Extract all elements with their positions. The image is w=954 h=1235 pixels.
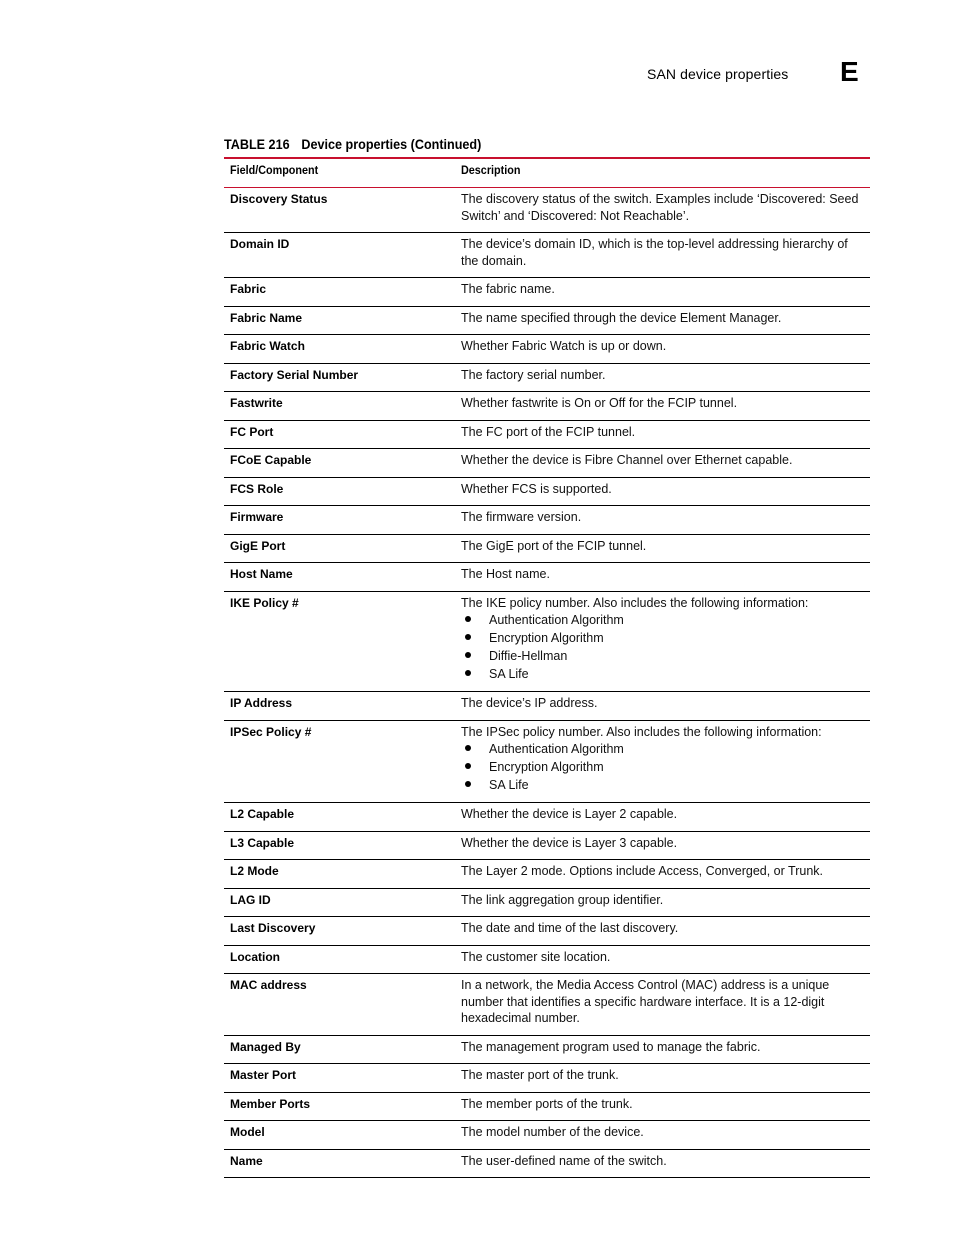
table-row <box>224 1064 870 1093</box>
field-description: Whether fastwrite is On or Off for the FCIP tunnel. <box>461 396 738 410</box>
table-row <box>224 563 870 592</box>
table-row <box>224 591 870 692</box>
running-header <box>647 56 887 92</box>
field-description-cell <box>455 1064 870 1093</box>
field-description: The Layer 2 mode. Options include Access, Converged, or Trunk. <box>461 864 823 878</box>
table-caption <box>224 136 481 152</box>
table-row <box>224 917 870 946</box>
field-name: GigE Port <box>224 534 455 563</box>
field-name: IPSec Policy # <box>224 720 455 803</box>
table-row <box>224 692 870 721</box>
device-properties-table <box>224 157 870 1178</box>
bullet-list <box>461 740 864 794</box>
table-row <box>224 831 870 860</box>
field-name: FCS Role <box>224 477 455 506</box>
table-row <box>224 363 870 392</box>
field-name: Managed By <box>224 1035 455 1064</box>
field-description-cell <box>455 188 870 233</box>
field-name: L3 Capable <box>224 831 455 860</box>
table-row <box>224 306 870 335</box>
field-description: The IKE policy number. Also includes the following information: <box>461 595 809 610</box>
column-header-field: Field/Component <box>224 158 455 188</box>
bullet-item: Authentication Algorithm <box>461 611 864 629</box>
table-row <box>224 506 870 535</box>
field-description-cell <box>455 917 870 946</box>
table-row <box>224 534 870 563</box>
field-name: Domain ID <box>224 233 455 278</box>
field-name: IP Address <box>224 692 455 721</box>
field-description: The Host name. <box>461 567 550 581</box>
field-description: The firmware version. <box>461 510 582 524</box>
table-row <box>224 803 870 832</box>
field-description: Whether the device is Layer 2 capable. <box>461 807 678 821</box>
field-description-cell <box>455 888 870 917</box>
field-description: The model number of the device. <box>461 1125 644 1139</box>
bullet-item: Encryption Algorithm <box>461 758 864 776</box>
table-row <box>224 974 870 1036</box>
field-description-cell <box>455 306 870 335</box>
field-name: FC Port <box>224 420 455 449</box>
field-name: L2 Capable <box>224 803 455 832</box>
field-description: The discovery status of the switch. Examples include ‘Discovered: Seed Switch’ and ‘Discovered: Not Reachable’. <box>461 192 859 223</box>
bullet-item: SA Life <box>461 665 864 683</box>
field-description: The management program used to manage the fabric. <box>461 1039 761 1054</box>
appendix-letter: E <box>840 56 859 87</box>
field-name: Member Ports <box>224 1092 455 1121</box>
field-description-cell <box>455 563 870 592</box>
field-description: The master port of the trunk. <box>461 1068 619 1082</box>
field-description: The FC port of the FCIP tunnel. <box>461 424 636 439</box>
table-row <box>224 278 870 307</box>
field-name: MAC address <box>224 974 455 1036</box>
table-row <box>224 860 870 889</box>
field-description: The customer site location. <box>461 949 611 964</box>
field-description-cell <box>455 449 870 478</box>
field-description: The member ports of the trunk. <box>461 1096 633 1111</box>
bullet-item: SA Life <box>461 776 864 794</box>
column-header-description: Description <box>455 158 870 188</box>
field-name: Discovery Status <box>224 188 455 233</box>
field-name: L2 Mode <box>224 860 455 889</box>
field-description: The link aggregation group identifier. <box>461 892 664 907</box>
field-description: The device’s IP address. <box>461 696 598 710</box>
field-description-cell <box>455 477 870 506</box>
table-body <box>224 188 870 1178</box>
field-description-cell <box>455 591 870 692</box>
section-title: SAN device properties <box>647 66 789 82</box>
field-description-cell <box>455 233 870 278</box>
table-row <box>224 449 870 478</box>
field-description: The device’s domain ID, which is the top-level addressing hierarchy of the domain. <box>461 237 848 268</box>
bullet-item: Authentication Algorithm <box>461 740 864 758</box>
table-row <box>224 420 870 449</box>
table-row <box>224 1121 870 1150</box>
field-description-cell <box>455 506 870 535</box>
field-description-cell <box>455 363 870 392</box>
field-description: Whether the device is Fibre Channel over Ethernet capable. <box>461 453 793 467</box>
table-title: Device properties (Continued) <box>301 136 482 152</box>
field-description: In a network, the Media Access Control (MAC) address is a unique number that identifies a specific hardware interface. It is a 12-digit hexadecimal number. <box>461 978 830 1025</box>
bullet-item: Diffie-Hellman <box>461 647 864 665</box>
field-name: Last Discovery <box>224 917 455 946</box>
field-name: Fabric <box>224 278 455 307</box>
field-name: FCoE Capable <box>224 449 455 478</box>
field-description-cell <box>455 392 870 421</box>
field-name: Master Port <box>224 1064 455 1093</box>
field-name: Host Name <box>224 563 455 592</box>
field-description: The GigE port of the FCIP tunnel. <box>461 538 647 553</box>
field-description: Whether the device is Layer 3 capable. <box>461 835 678 850</box>
field-description-cell <box>455 534 870 563</box>
field-description: Whether FCS is supported. <box>461 481 612 496</box>
table-number: TABLE 216 <box>224 136 290 152</box>
field-description: The IPSec policy number. Also includes the following information: <box>461 724 822 739</box>
table-row <box>224 392 870 421</box>
field-description-cell <box>455 945 870 974</box>
table-row <box>224 1092 870 1121</box>
field-description-cell <box>455 692 870 721</box>
field-description-cell <box>455 1035 870 1064</box>
field-description-cell <box>455 831 870 860</box>
field-name: Factory Serial Number <box>224 363 455 392</box>
field-description-cell <box>455 974 870 1036</box>
field-description: Whether Fabric Watch is up or down. <box>461 339 667 353</box>
field-description-cell <box>455 1121 870 1150</box>
field-name: IKE Policy # <box>224 591 455 692</box>
field-name: Firmware <box>224 506 455 535</box>
field-description-cell <box>455 720 870 803</box>
field-description-cell <box>455 1092 870 1121</box>
field-description-cell <box>455 420 870 449</box>
field-name: Name <box>224 1149 455 1178</box>
bullet-list <box>461 611 864 683</box>
table-row <box>224 335 870 364</box>
field-description: The factory serial number. <box>461 367 606 382</box>
field-description-cell <box>455 278 870 307</box>
table-row <box>224 1149 870 1178</box>
field-name: Model <box>224 1121 455 1150</box>
field-name: Location <box>224 945 455 974</box>
bullet-item: Encryption Algorithm <box>461 629 864 647</box>
table-row <box>224 888 870 917</box>
field-name: LAG ID <box>224 888 455 917</box>
field-description: The date and time of the last discovery. <box>461 921 679 935</box>
field-description-cell <box>455 860 870 889</box>
table-row <box>224 945 870 974</box>
table-row <box>224 188 870 233</box>
field-description-cell <box>455 1149 870 1178</box>
table-row <box>224 720 870 803</box>
table-row <box>224 477 870 506</box>
field-description-cell <box>455 803 870 832</box>
table-row <box>224 1035 870 1064</box>
field-description: The user-defined name of the switch. <box>461 1153 667 1168</box>
field-name: Fabric Name <box>224 306 455 335</box>
field-description: The name specified through the device Element Manager. <box>461 310 782 325</box>
table-row <box>224 233 870 278</box>
field-name: Fastwrite <box>224 392 455 421</box>
field-description: The fabric name. <box>461 282 555 296</box>
field-description-cell <box>455 335 870 364</box>
field-name: Fabric Watch <box>224 335 455 364</box>
table-header-row <box>224 158 870 188</box>
